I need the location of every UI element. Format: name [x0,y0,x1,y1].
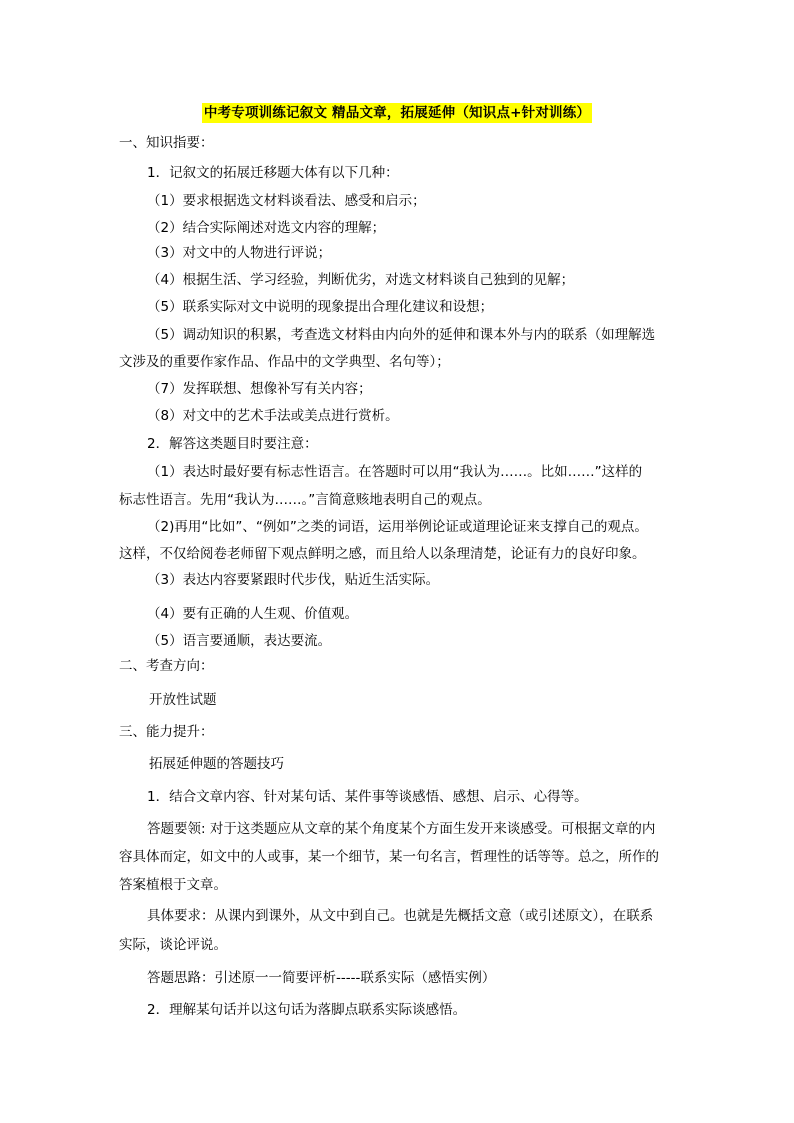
paragraph: 2．解答这类题目时要注意： [147,436,318,452]
list-item: （2)再用“比如”、“例如”之类的词语，运用举例论证或道理论证来支撑自己的观点。 [147,519,648,535]
list-item: （5）调动知识的积累，考查选文材料由内向外的延伸和课本外与内的联系（如理解选 [147,327,656,343]
paragraph: 1．记叙文的拓展迁移题大体有以下几种： [147,165,399,181]
paragraph: 答题要领: 对于这类题应从文章的某个角度某个方面生发开来谈感受。可根据文章的内 [147,821,656,837]
list-item: （5）语言要通顺，表达要流。 [147,633,332,649]
list-item: （3）表达内容要紧跟时代步伐，贴近生活实际。 [147,572,440,588]
list-item: （4）要有正确的人生观、价值观。 [147,606,359,622]
section-heading-1: 一、知识指要： [119,135,214,151]
list-item: （1）要求根据选文材料谈看法、感受和启示； [147,193,426,209]
list-item: （4）根据生活、学习经验，判断优劣，对选文材料谈自己独到的见解； [147,272,575,288]
list-item: （7）发挥联想、想像补写有关内容； [147,381,372,397]
list-item: （1）表达时最好要有标志性语言。在答题时可以用“我认为……。比如……”这样的 [147,464,643,480]
section-heading-3: 三、能力提升： [119,724,214,740]
paragraph-continuation: 实际，谈论评说。 [119,937,227,953]
paragraph: 开放性试题 [149,692,217,708]
list-item: （5）联系实际对文中说明的现象提出合理化建议和设想； [147,299,494,315]
title-row [0,102,794,123]
section-heading-2: 二、考查方向： [119,658,214,674]
document-title: 中考专项训练记叙文 精品文章，拓展延伸（知识点+针对训练） [203,105,591,121]
list-item: （8）对文中的艺术手法或美点进行赏析。 [147,408,399,424]
list-item-continuation: 标志性语言。先用“我认为……。”言简意赅地表明自己的观点。 [119,492,491,508]
list-item: （2）结合实际阐述对选文内容的理解； [147,220,386,236]
list-item: （3）对文中的人物进行评说； [147,245,332,261]
paragraph: 1．结合文章内容、针对某句话、某件事等谈感悟、感想、启示、心得等。 [147,789,588,805]
paragraph-continuation: 容具体而定，如文中的人或事，某一个细节，某一句名言，哲理性的话等等。总之，所作的 [119,849,659,865]
paragraph: 拓展延伸题的答题技巧 [149,756,284,772]
paragraph: 具体要求：从课内到课外，从文中到自己。也就是先概括文意（或引述原文），在联系 [147,908,654,924]
list-item-continuation: 这样，不仅给阅卷老师留下观点鲜明之感，而且给人以条理清楚，论证有力的良好印象。 [119,546,646,562]
paragraph: 2．理解某句话并以这句话为落脚点联系实际谈感悟。 [147,1002,467,1018]
paragraph: 答题思路：引述原一一简要评析-----联系实际（感悟实例） [147,970,496,986]
paragraph-continuation: 答案植根于文章。 [119,877,227,893]
list-item-continuation: 文涉及的重要作家作品、作品中的文学典型、名句等）； [119,354,450,370]
